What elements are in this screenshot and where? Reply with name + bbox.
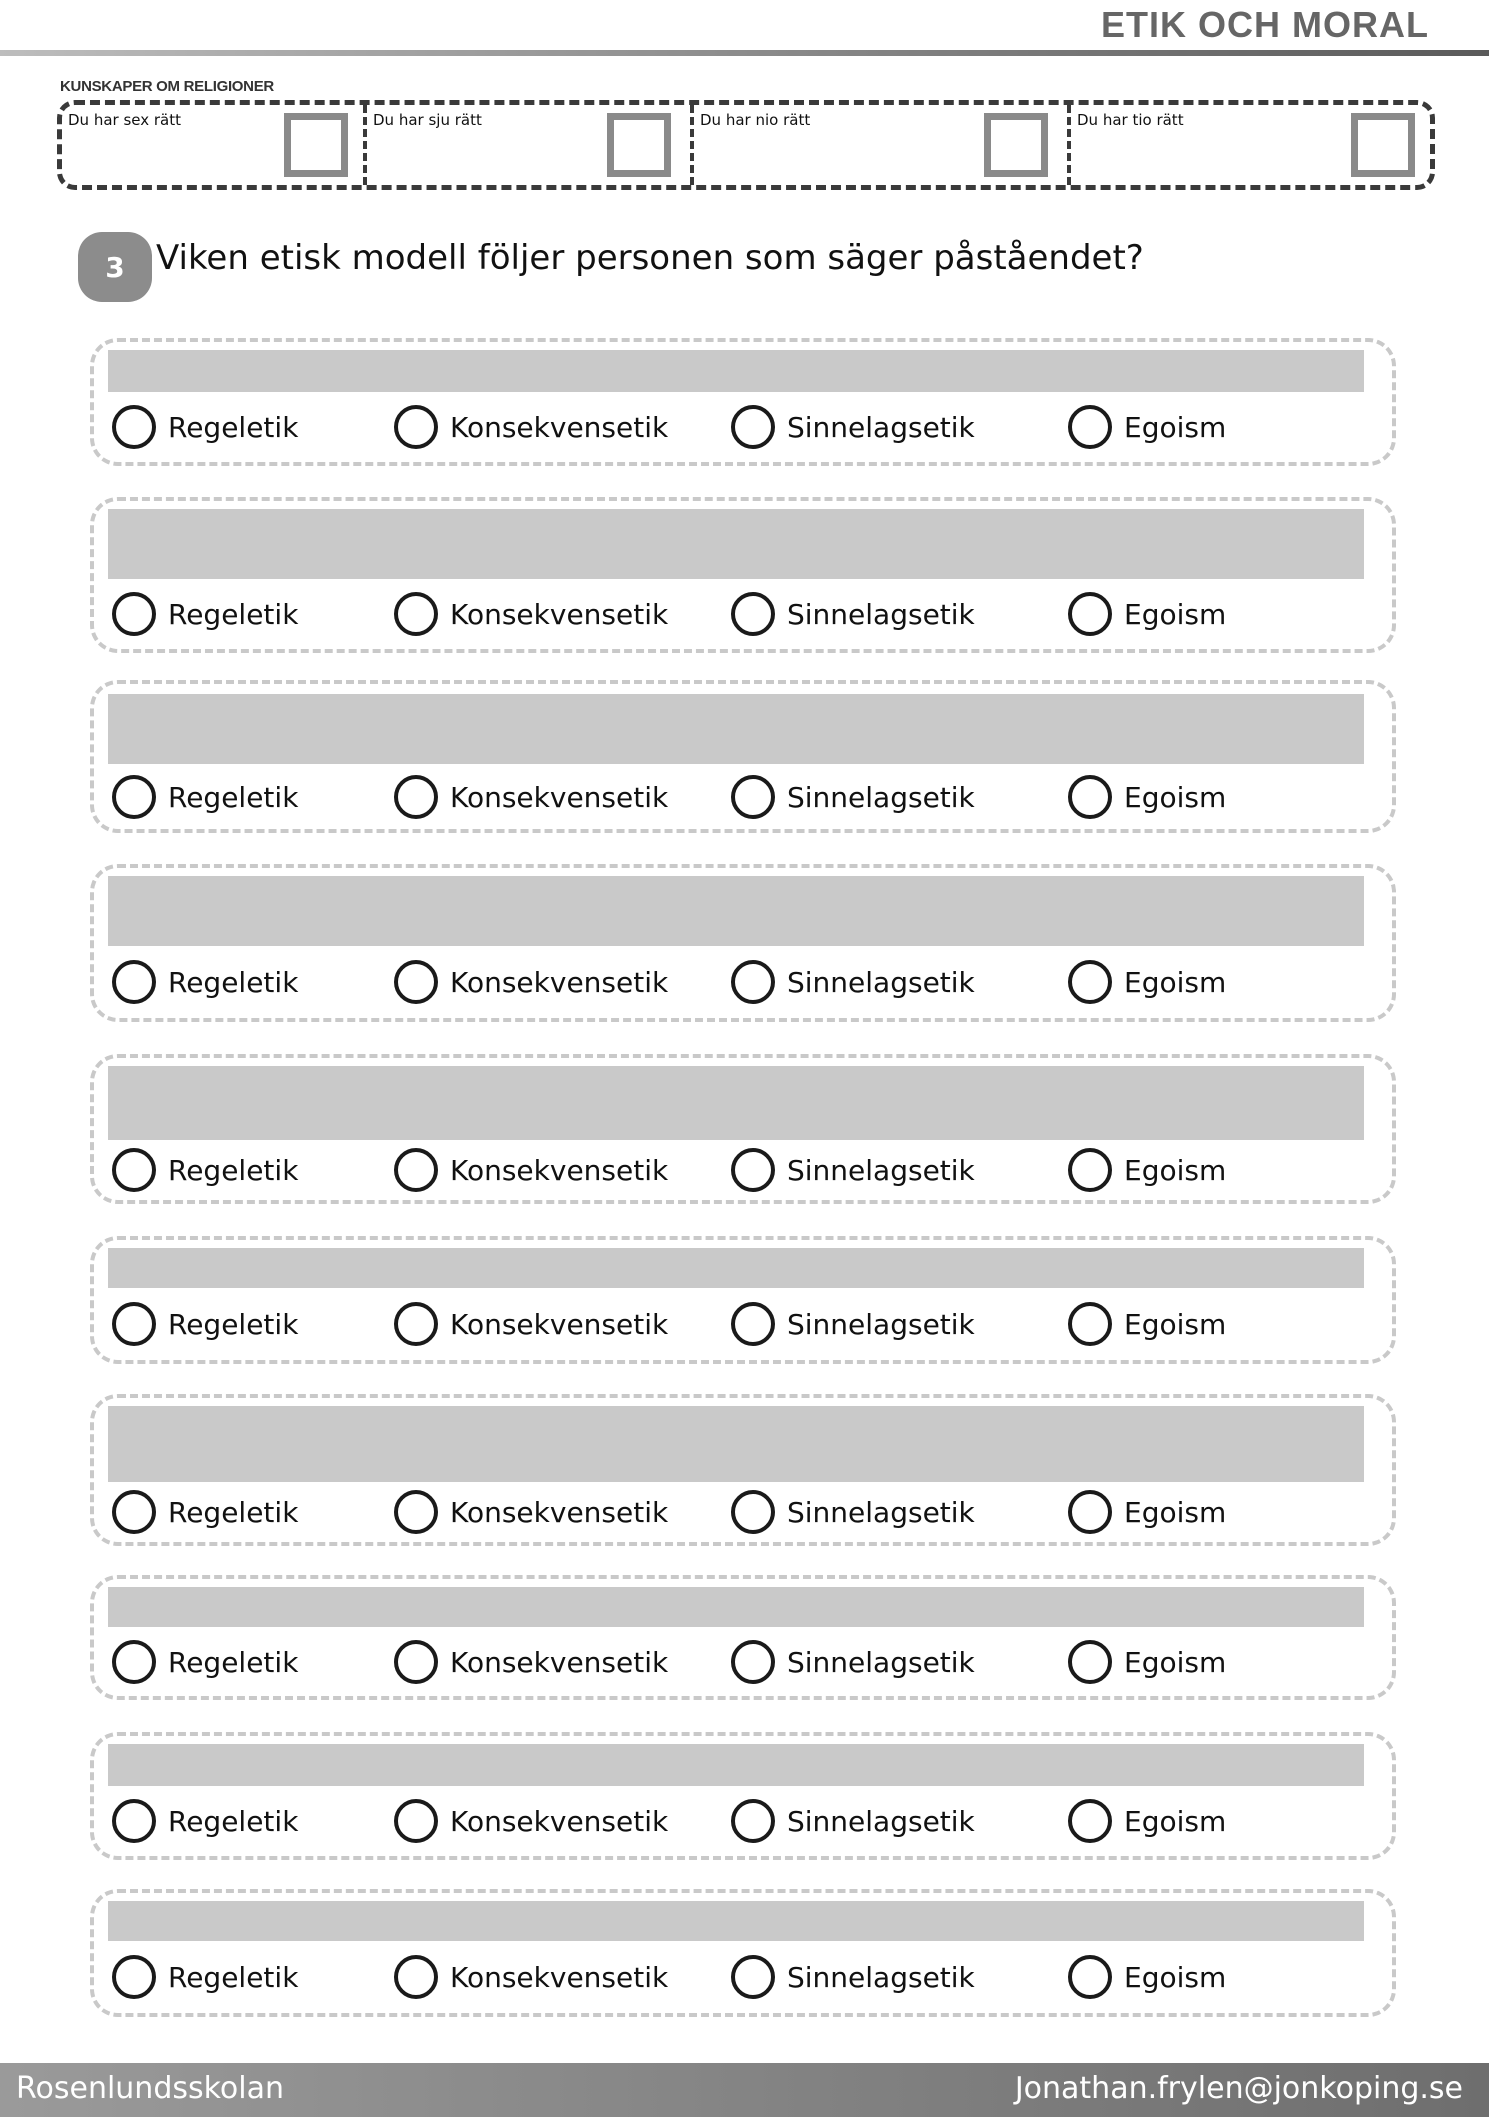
question-number-badge: 3 bbox=[78, 232, 152, 302]
answer-option-label: Sinnelagsetik bbox=[787, 1307, 975, 1341]
radio-circle-icon[interactable] bbox=[731, 960, 775, 1004]
radio-circle-icon[interactable] bbox=[731, 405, 775, 449]
score-cell-10 bbox=[1071, 105, 1430, 185]
answer-option-label: Egoism bbox=[1124, 597, 1227, 631]
radio-circle-icon[interactable] bbox=[394, 775, 438, 819]
radio-circle-icon[interactable] bbox=[1068, 775, 1112, 819]
answer-option-label: Konsekvensetik bbox=[450, 780, 669, 814]
answer-option[interactable] bbox=[112, 960, 298, 1004]
score-cell-7 bbox=[367, 105, 694, 185]
score-cell-label: Du har nio rätt bbox=[700, 111, 811, 129]
radio-circle-icon[interactable] bbox=[1068, 1799, 1112, 1843]
radio-circle-icon[interactable] bbox=[112, 1490, 156, 1534]
answer-option[interactable] bbox=[1068, 1799, 1226, 1843]
radio-circle-icon[interactable] bbox=[731, 1799, 775, 1843]
answer-option-label: Sinnelagsetik bbox=[787, 1960, 975, 1994]
answer-option-label: Konsekvensetik bbox=[450, 1153, 669, 1187]
answer-option[interactable] bbox=[731, 1302, 975, 1346]
answer-option-label: Sinnelagsetik bbox=[787, 965, 975, 999]
footer-email: Jonathan.frylen@jonkoping.se bbox=[1014, 2071, 1463, 2106]
radio-circle-icon[interactable] bbox=[394, 960, 438, 1004]
answer-option-label: Egoism bbox=[1124, 1495, 1227, 1529]
answer-option[interactable] bbox=[394, 405, 668, 449]
answer-option-label: Regeletik bbox=[168, 1153, 299, 1187]
statement-placeholder bbox=[108, 350, 1364, 392]
radio-circle-icon[interactable] bbox=[731, 775, 775, 819]
answer-option-label: Regeletik bbox=[168, 1495, 299, 1529]
answer-option-label: Konsekvensetik bbox=[450, 965, 669, 999]
score-cell-label: Du har sex rätt bbox=[68, 111, 182, 129]
question-item bbox=[90, 1889, 1396, 2017]
answer-option[interactable] bbox=[1068, 1148, 1226, 1192]
answer-option-label: Regeletik bbox=[168, 1804, 299, 1838]
radio-circle-icon[interactable] bbox=[112, 1955, 156, 1999]
answer-option[interactable] bbox=[394, 1640, 668, 1684]
score-checkbox[interactable] bbox=[284, 113, 348, 177]
answer-option-label: Konsekvensetik bbox=[450, 597, 669, 631]
score-cell-label: Du har tio rätt bbox=[1077, 111, 1184, 129]
radio-circle-icon[interactable] bbox=[731, 1955, 775, 1999]
answer-option[interactable] bbox=[394, 775, 668, 819]
answer-option[interactable] bbox=[112, 405, 298, 449]
answer-option-label: Sinnelagsetik bbox=[787, 1153, 975, 1187]
radio-circle-icon[interactable] bbox=[731, 1148, 775, 1192]
statement-placeholder bbox=[108, 1587, 1364, 1627]
answer-option-label: Egoism bbox=[1124, 410, 1227, 444]
answer-option-label: Regeletik bbox=[168, 597, 299, 631]
statement-placeholder bbox=[108, 1901, 1364, 1941]
answer-option[interactable] bbox=[394, 1302, 668, 1346]
radio-circle-icon[interactable] bbox=[394, 1955, 438, 1999]
radio-circle-icon[interactable] bbox=[1068, 405, 1112, 449]
answer-option-label: Regeletik bbox=[168, 1960, 299, 1994]
score-cell-9 bbox=[694, 105, 1071, 185]
answer-option[interactable] bbox=[112, 775, 298, 819]
answer-option[interactable] bbox=[394, 592, 668, 636]
question-text: Viken etisk modell följer personen som säger påståendet? bbox=[156, 238, 1144, 278]
question-item bbox=[90, 338, 1396, 466]
answer-option[interactable] bbox=[731, 1640, 975, 1684]
radio-circle-icon[interactable] bbox=[394, 1799, 438, 1843]
radio-circle-icon[interactable] bbox=[394, 1640, 438, 1684]
answer-option-label: Egoism bbox=[1124, 1804, 1227, 1838]
answer-option-label: Egoism bbox=[1124, 780, 1227, 814]
radio-circle-icon[interactable] bbox=[1068, 1148, 1112, 1192]
answer-option[interactable] bbox=[1068, 1302, 1226, 1346]
answer-option-label: Sinnelagsetik bbox=[787, 1804, 975, 1838]
score-section-heading: KUNSKAPER OM RELIGIONER bbox=[60, 78, 274, 95]
answer-option[interactable] bbox=[731, 405, 975, 449]
radio-circle-icon[interactable] bbox=[112, 1148, 156, 1192]
answer-option[interactable] bbox=[1068, 1640, 1226, 1684]
answer-option-label: Sinnelagsetik bbox=[787, 410, 975, 444]
radio-circle-icon[interactable] bbox=[731, 1490, 775, 1534]
statement-placeholder bbox=[108, 1066, 1364, 1140]
answer-option[interactable] bbox=[1068, 405, 1226, 449]
answer-option[interactable] bbox=[731, 1799, 975, 1843]
answer-option[interactable] bbox=[731, 1490, 975, 1534]
answer-option[interactable] bbox=[112, 1799, 298, 1843]
score-cell-6 bbox=[62, 105, 367, 185]
radio-circle-icon[interactable] bbox=[1068, 960, 1112, 1004]
answer-option-label: Egoism bbox=[1124, 1153, 1227, 1187]
answer-option-label: Konsekvensetik bbox=[450, 1804, 669, 1838]
answer-option[interactable] bbox=[1068, 592, 1226, 636]
answer-option-label: Konsekvensetik bbox=[450, 410, 669, 444]
answer-option-label: Konsekvensetik bbox=[450, 1307, 669, 1341]
answer-option[interactable] bbox=[394, 1955, 668, 1999]
answer-option-label: Egoism bbox=[1124, 1307, 1227, 1341]
answer-option[interactable] bbox=[1068, 1955, 1226, 1999]
answer-option[interactable] bbox=[731, 1955, 975, 1999]
answer-option[interactable] bbox=[112, 1490, 298, 1534]
answer-option-label: Sinnelagsetik bbox=[787, 1495, 975, 1529]
answer-option-label: Egoism bbox=[1124, 1645, 1227, 1679]
radio-circle-icon[interactable] bbox=[112, 960, 156, 1004]
radio-circle-icon[interactable] bbox=[394, 1148, 438, 1192]
answer-option[interactable] bbox=[731, 592, 975, 636]
score-box bbox=[57, 100, 1435, 190]
answer-option-label: Sinnelagsetik bbox=[787, 597, 975, 631]
radio-circle-icon[interactable] bbox=[394, 1490, 438, 1534]
question-item bbox=[90, 1575, 1396, 1700]
radio-circle-icon[interactable] bbox=[112, 405, 156, 449]
radio-circle-icon[interactable] bbox=[1068, 592, 1112, 636]
radio-circle-icon[interactable] bbox=[394, 1302, 438, 1346]
question-item bbox=[90, 1732, 1396, 1860]
answer-option-label: Konsekvensetik bbox=[450, 1645, 669, 1679]
answer-option[interactable] bbox=[1068, 1490, 1226, 1534]
footer-bar bbox=[0, 2063, 1489, 2117]
answer-option[interactable] bbox=[1068, 775, 1226, 819]
radio-circle-icon[interactable] bbox=[1068, 1490, 1112, 1534]
statement-placeholder bbox=[108, 1406, 1364, 1482]
answer-option-label: Regeletik bbox=[168, 410, 299, 444]
footer-school: Rosenlundsskolan bbox=[16, 2071, 285, 2106]
radio-circle-icon[interactable] bbox=[112, 1302, 156, 1346]
score-cell-label: Du har sju rätt bbox=[373, 111, 482, 129]
radio-circle-icon[interactable] bbox=[731, 1302, 775, 1346]
answer-option-label: Regeletik bbox=[168, 1307, 299, 1341]
radio-circle-icon[interactable] bbox=[112, 1640, 156, 1684]
radio-circle-icon[interactable] bbox=[394, 405, 438, 449]
answer-option-label: Egoism bbox=[1124, 1960, 1227, 1994]
radio-circle-icon[interactable] bbox=[731, 592, 775, 636]
answer-option-label: Sinnelagsetik bbox=[787, 780, 975, 814]
answer-option[interactable] bbox=[731, 1148, 975, 1192]
radio-circle-icon[interactable] bbox=[1068, 1640, 1112, 1684]
radio-circle-icon[interactable] bbox=[1068, 1302, 1112, 1346]
radio-circle-icon[interactable] bbox=[112, 592, 156, 636]
answer-option[interactable] bbox=[112, 1955, 298, 1999]
answer-option[interactable] bbox=[394, 1799, 668, 1843]
answer-option[interactable] bbox=[112, 592, 298, 636]
score-checkbox[interactable] bbox=[1351, 113, 1415, 177]
question-item bbox=[90, 864, 1396, 1022]
answer-option[interactable] bbox=[112, 1148, 298, 1192]
score-checkbox[interactable] bbox=[984, 113, 1048, 177]
answer-option-label: Egoism bbox=[1124, 965, 1227, 999]
answer-option-label: Regeletik bbox=[168, 780, 299, 814]
answer-option[interactable] bbox=[112, 1640, 298, 1684]
answer-option[interactable] bbox=[112, 1302, 298, 1346]
statement-placeholder bbox=[108, 876, 1364, 946]
answer-option[interactable] bbox=[1068, 960, 1226, 1004]
statement-placeholder bbox=[108, 1744, 1364, 1786]
question-item bbox=[90, 680, 1396, 833]
statement-placeholder bbox=[108, 509, 1364, 579]
statement-placeholder bbox=[108, 1248, 1364, 1288]
answer-option-label: Konsekvensetik bbox=[450, 1495, 669, 1529]
answer-option[interactable] bbox=[394, 1490, 668, 1534]
question-item bbox=[90, 1054, 1396, 1204]
radio-circle-icon[interactable] bbox=[1068, 1955, 1112, 1999]
radio-circle-icon[interactable] bbox=[731, 1640, 775, 1684]
radio-circle-icon[interactable] bbox=[112, 1799, 156, 1843]
answer-option-label: Konsekvensetik bbox=[450, 1960, 669, 1994]
answer-option-label: Regeletik bbox=[168, 965, 299, 999]
answer-option[interactable] bbox=[394, 960, 668, 1004]
radio-circle-icon[interactable] bbox=[394, 592, 438, 636]
question-item bbox=[90, 1236, 1396, 1364]
question-item bbox=[90, 497, 1396, 653]
radio-circle-icon[interactable] bbox=[112, 775, 156, 819]
question-item bbox=[90, 1394, 1396, 1546]
statement-placeholder bbox=[108, 694, 1364, 764]
header-rule bbox=[0, 50, 1489, 56]
page-header-title: ETIK OCH MORAL bbox=[1101, 4, 1429, 45]
answer-option-label: Sinnelagsetik bbox=[787, 1645, 975, 1679]
answer-option[interactable] bbox=[394, 1148, 668, 1192]
answer-option-label: Regeletik bbox=[168, 1645, 299, 1679]
answer-option[interactable] bbox=[731, 960, 975, 1004]
answer-option[interactable] bbox=[731, 775, 975, 819]
score-checkbox[interactable] bbox=[607, 113, 671, 177]
